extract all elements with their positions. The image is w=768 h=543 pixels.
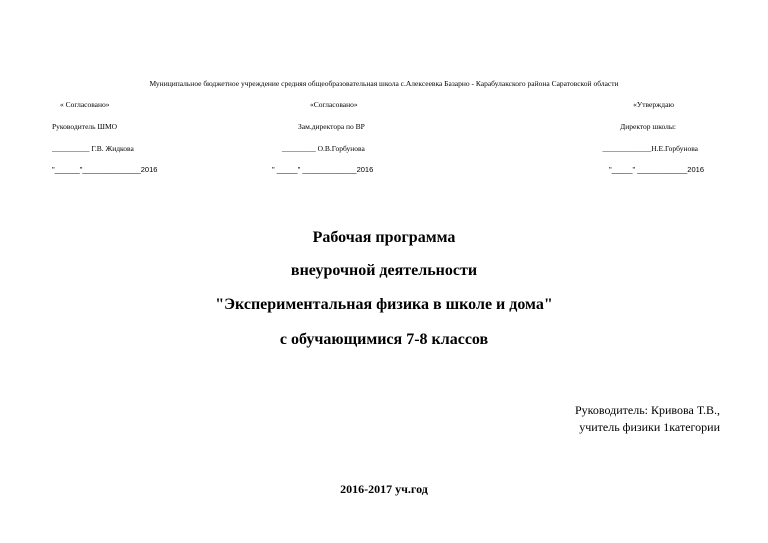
institution-header: Муниципальное бюджетное учреждение средняя общеобразовательная школа с.Алексеевка Базарно - Карабулакского района Саратовской области	[149, 79, 619, 88]
author-line-1: Руководитель: Кривова Т.В.,	[574, 403, 720, 417]
left-approval-signature: __________ Г.В. Жидкова	[52, 144, 134, 153]
right-approval-status: «Утверждаю	[633, 100, 674, 109]
title-line-2: внеурочной деятельности	[290, 262, 478, 279]
title-line-4: с обучающимися 7-8 классов	[279, 331, 489, 348]
left-approval-date: "______"______________2016	[52, 165, 158, 174]
left-approval-role: Руководитель ШМО	[52, 122, 118, 131]
middle-approval-status: «Согласовано»	[310, 100, 358, 109]
right-approval-role: Директор школы:	[620, 122, 676, 131]
left-approval-status: « Согласовано»	[60, 100, 110, 109]
middle-approval-role: Зам.директора по ВР	[298, 122, 365, 131]
middle-approval-signature: _________ О.В.Горбунова	[282, 144, 365, 153]
author-line-2: учитель физики 1категории	[579, 420, 720, 434]
academic-year: 2016-2017 уч.год	[340, 482, 428, 496]
title-line-3: "Экспериментальная физика в школе и дома"	[215, 296, 553, 313]
right-approval-signature: _____________Н.Е.Горбунова	[602, 144, 698, 153]
middle-approval-date: " _____" _____________2016	[272, 165, 374, 174]
right-approval-date: "_____" ____________2016	[608, 165, 704, 174]
title-line-1: Рабочая программа	[312, 229, 456, 246]
